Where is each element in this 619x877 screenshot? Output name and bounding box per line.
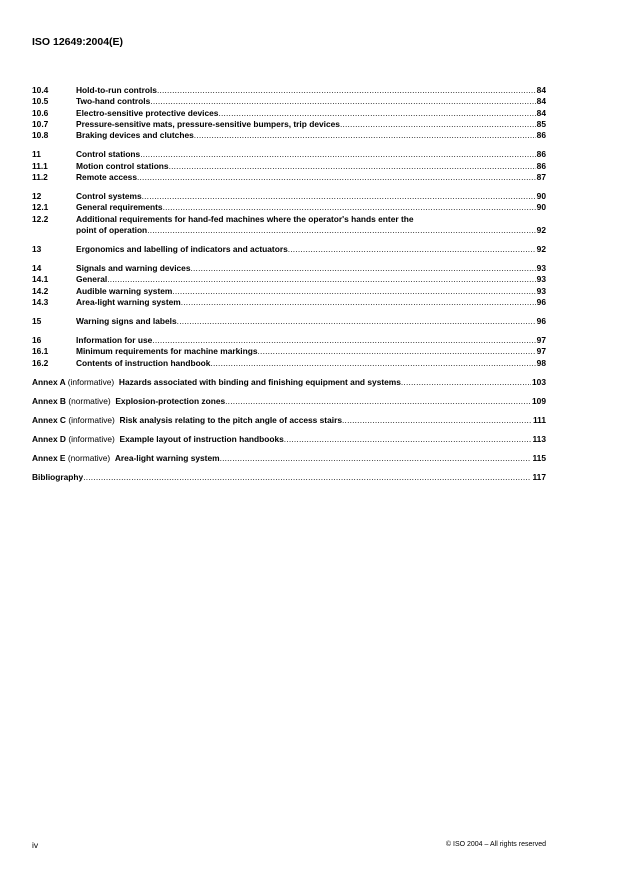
toc-entry-title: Electro-sensitive protective devices [76,107,219,118]
toc-entry-page: 92 [536,243,546,254]
toc-entry-page: 96 [536,316,546,327]
toc-entry-page: 97 [536,346,546,357]
toc-entry-page: 92 [536,224,546,235]
toc-annex-heading [32,453,220,464]
toc-annex-heading [32,377,401,388]
toc-entry-page: 87 [536,171,546,182]
dot-leader [194,130,536,141]
toc-entry-title: Warning signs and labels [76,316,177,327]
toc-entry-page: 93 [536,263,546,274]
toc-entry-page: 84 [536,85,546,95]
dot-leader [401,377,531,388]
annex-label: Annex E [32,453,66,464]
toc-entry-page: 86 [536,130,546,141]
toc-entry-number: 10.7 [32,118,49,129]
toc-entry-title: Hold-to-run controls [76,85,157,95]
toc-entry-title: Braking devices and clutches [76,130,194,141]
dot-leader [140,149,535,160]
toc-entry-page: 93 [536,285,546,296]
toc-entry-number: 13 [32,243,42,254]
toc-entry[interactable] [32,316,546,327]
toc-entry-number: 14.2 [32,285,49,296]
toc-entry-page: 84 [536,107,546,118]
toc-entry-page: 111 [532,415,546,425]
toc-bibliography-entry[interactable] [32,472,546,483]
toc-entry[interactable] [32,161,546,172]
toc-entry-title-continued: point of operation [76,224,148,235]
toc-annex-entry[interactable] [32,434,546,445]
toc-entry-title: General [76,274,108,285]
toc-entry-title: Remote access [76,171,137,182]
toc-entry[interactable] [32,108,546,119]
toc-entry-title: Control stations [76,149,141,160]
dot-leader [83,472,531,483]
toc-annex-heading [32,434,284,445]
toc-entry[interactable] [32,130,546,141]
dot-leader [152,335,535,346]
dot-leader [220,453,532,464]
dot-leader [107,274,535,285]
toc-entry[interactable] [32,297,546,308]
toc-entry-number: 10.4 [32,85,49,95]
toc-entry[interactable] [32,263,546,274]
toc-entry-number: 10.6 [32,107,49,118]
annex-type: (normative) [67,453,111,464]
annex-title: Hazards associated with binding and finishing equipment and systems [118,376,401,387]
dot-leader [163,202,536,213]
toc-entry-page: 86 [536,149,546,160]
dot-leader [181,297,536,308]
dot-leader [340,119,536,130]
toc-entry-title: Motion control stations [76,160,169,171]
toc-entry-page: 93 [536,274,546,285]
annex-label: Annex C [32,415,66,425]
toc-entry-continuation[interactable] [32,225,546,236]
toc-entry-page: 90 [536,202,546,213]
dot-leader [225,396,531,407]
toc-entry-title: General requirements [76,202,163,213]
toc-entry[interactable] [32,172,546,183]
toc-entry-title: Control systems [76,190,142,201]
toc-entry-number: 12 [32,190,42,201]
toc-annex-entry[interactable] [32,415,546,426]
toc-entry[interactable] [32,119,546,130]
dot-leader [177,316,536,327]
toc-entry-number: 12.1 [32,202,49,213]
footer-page-number: iv [32,840,39,850]
dot-leader [342,415,532,426]
toc-entry-page: 109 [532,395,546,406]
toc-entry[interactable] [32,191,546,202]
dot-leader [157,85,536,96]
toc-entry-page: 84 [536,96,546,107]
annex-title: Risk analysis relating to the pitch angle of access stairs [119,415,343,425]
toc-entry-number: 14.1 [32,274,49,285]
table-of-contents [32,85,546,484]
dot-leader [218,108,535,119]
toc-entry-page: 113 [532,434,546,445]
dot-leader [191,263,536,274]
annex-type: (normative) [68,395,111,406]
annex-title: Explosion-protection zones [115,395,226,406]
toc-annex-heading [32,415,342,426]
toc-entry-page: 86 [536,160,546,171]
toc-entry[interactable] [32,244,546,255]
annex-label: Annex D [32,434,66,445]
toc-entry[interactable] [32,85,546,96]
toc-entry-number: 11.1 [32,160,48,171]
toc-annex-entry[interactable] [32,396,546,407]
toc-entry-page: 103 [532,376,546,387]
toc-entry-page: 90 [536,190,546,201]
toc-entry-number: 12.2 [32,213,49,224]
toc-annex-heading [32,396,225,407]
toc-entry-title: Pressure-sensitive mats, pressure-sensitive bumpers, trip devices [76,118,340,129]
annex-label: Annex A [32,376,66,387]
bibliography-title: Bibliography [32,472,84,483]
toc-entry-number: 16.2 [32,357,49,368]
toc-entry-number: 16.1 [32,346,49,357]
dot-leader [142,191,536,202]
dot-leader [210,358,535,369]
toc-entry[interactable] [32,202,546,213]
document-header: ISO 12649:2004(E) [32,36,124,48]
toc-entry[interactable] [32,358,546,369]
dot-leader [172,286,535,297]
dot-leader [137,172,536,183]
toc-entry-number: 14.3 [32,296,49,307]
annex-type: (informative) [67,376,115,387]
annex-label: Annex B [32,395,66,406]
toc-entry-number: 10.5 [32,96,49,107]
toc-entry-page: 97 [536,335,546,346]
footer-copyright: © ISO 2004 – All rights reserved [445,841,546,848]
dot-leader [147,225,535,236]
toc-annex-entry[interactable] [32,377,546,388]
toc-entry-number: 11 [32,149,41,160]
dot-leader [288,244,536,255]
toc-entry[interactable] [32,346,546,357]
toc-entry-number: 10.8 [32,130,49,141]
toc-entry-title: Ergonomics and labelling of indicators and actuators [76,243,288,254]
annex-type: (informative) [68,434,115,445]
toc-entry-title: Signals and warning devices [76,263,191,274]
toc-entry-page: 117 [532,472,546,483]
toc-entry-title: Contents of instruction handbook [76,357,211,368]
toc-entry-title: Additional requirements for hand-fed machines where the operator's hands enter the [76,213,414,224]
toc-entry[interactable] [32,274,546,285]
toc-entry-title: Two-hand controls [76,96,151,107]
toc-entry-page: 85 [536,118,546,129]
toc-entry[interactable] [32,96,546,107]
toc-entry-number: 14 [32,263,42,274]
annex-title: Area-light warning system [114,453,220,464]
toc-entry-page: 98 [536,357,546,368]
toc-entry-number: 15 [32,316,42,327]
toc-entry-page: 96 [536,296,546,307]
toc-entry-title: Area-light warning system [76,296,181,307]
toc-entry[interactable] [32,335,546,346]
toc-entry-number: 11.2 [32,171,48,182]
toc-entry-title: Information for use [76,335,153,346]
toc-entry-page: 115 [532,453,546,464]
toc-entry-title: Minimum requirements for machine markings [76,346,258,357]
toc-entry[interactable] [32,214,546,225]
dot-leader [169,161,536,172]
toc-entry[interactable] [32,286,546,297]
dot-leader [258,346,536,357]
toc-entry-title: Audible warning system [76,285,173,296]
annex-type: (informative) [68,415,115,425]
dot-leader [150,96,535,107]
toc-annex-entry[interactable] [32,453,546,464]
toc-entry[interactable] [32,149,546,160]
dot-leader [284,434,532,445]
toc-entry-number: 16 [32,335,42,346]
annex-title: Example layout of instruction handbooks [119,434,284,445]
